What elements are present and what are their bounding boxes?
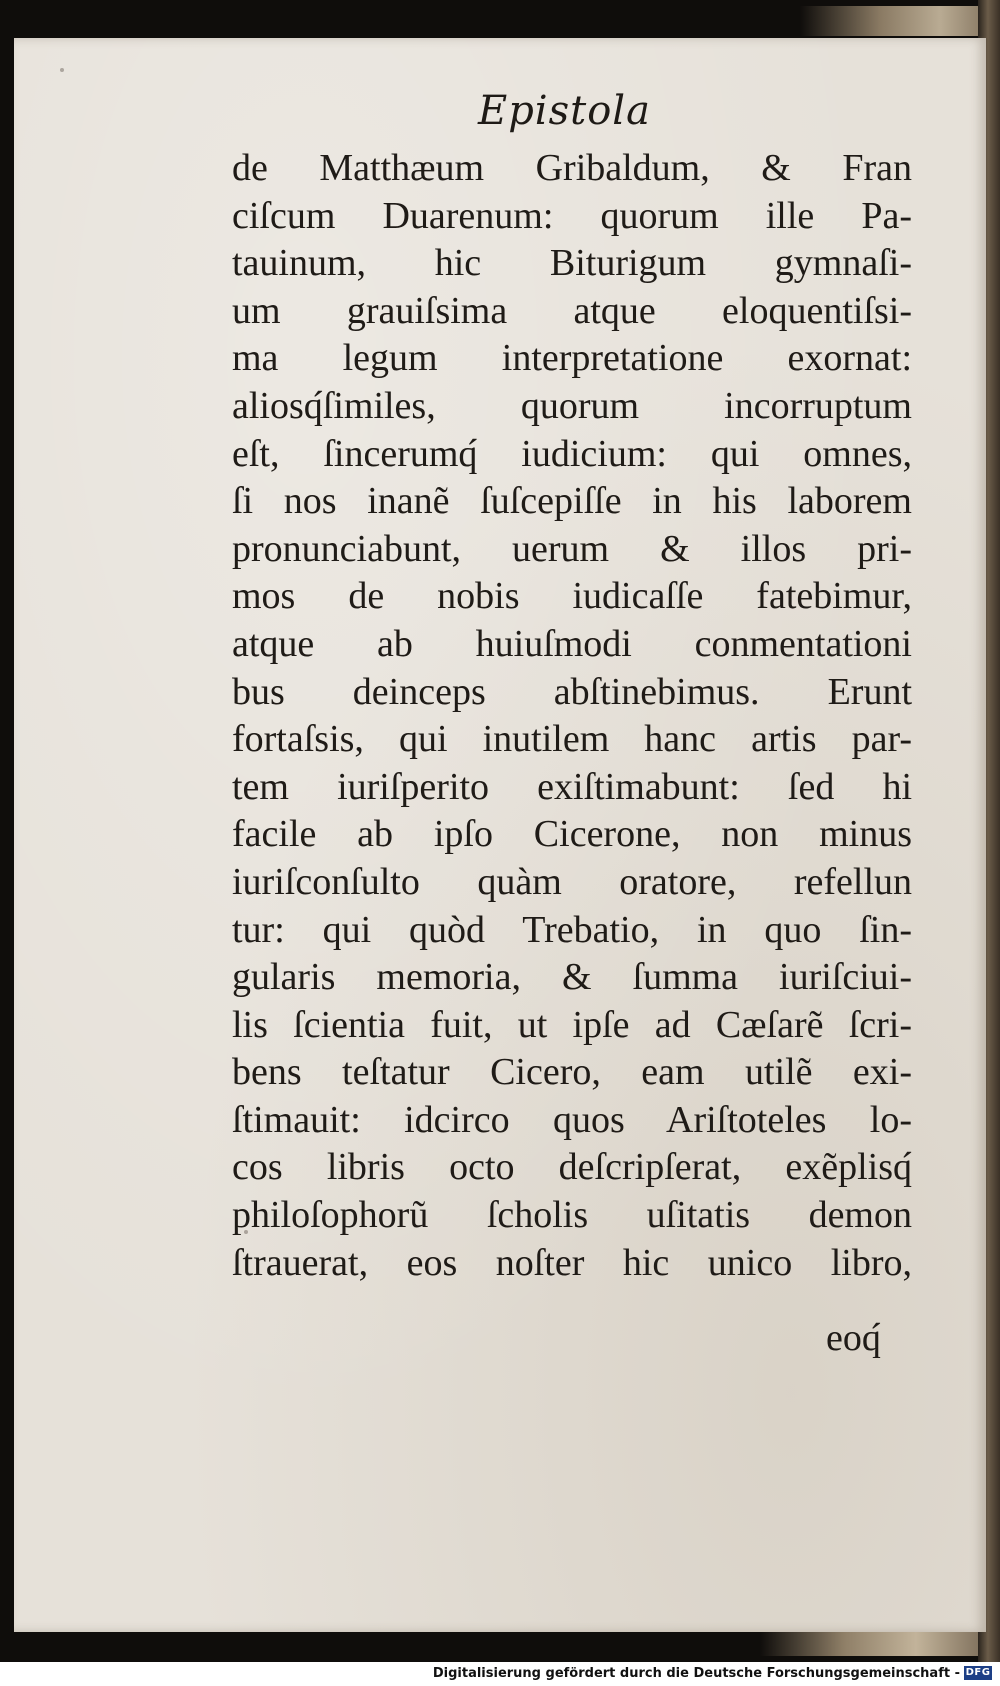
text-line: ſi nos inanẽ ſuſcepiſſe in his laborem bbox=[232, 480, 912, 523]
text-line: tur: qui quòd Trebatio, in quo ſin- bbox=[232, 908, 912, 951]
text-line: ſtimauit: idcirco quos Ariſtoteles lo- bbox=[232, 1098, 912, 1141]
text-line: bens teſtatur Cicero, eam utilẽ exi- bbox=[232, 1051, 912, 1094]
text-line: ma legum interpretatione exornat: bbox=[232, 337, 912, 380]
paper-speck bbox=[60, 68, 64, 72]
running-head: Epistola bbox=[478, 88, 651, 134]
text-line: cos libris octo deſcripſerat, exẽplisq́ bbox=[232, 1146, 912, 1189]
text-line: facile ab ipſo Cicerone, non minus bbox=[232, 813, 912, 856]
text-line: eſt, ſincerumq́ iudicium: qui omnes, bbox=[232, 432, 912, 475]
text-line: bus deinceps abſtinebimus. Erunt bbox=[232, 670, 912, 713]
text-line: tauinum, hic Biturigum gymnaſi- bbox=[232, 242, 912, 285]
funding-credit: Digitalisierung gefördert durch die Deutsche Forschungsgemeinschaft - bbox=[432, 1666, 960, 1681]
text-line: de Matthæum Gribaldum, & Fran bbox=[232, 147, 912, 189]
text-line: gularis memoria, & ſumma iuriſciui- bbox=[232, 956, 912, 999]
dfg-logo: DFG bbox=[965, 1667, 991, 1678]
book-top-edge bbox=[800, 6, 1000, 36]
text-line: um grauiſsima atque eloquentiſsi- bbox=[232, 289, 912, 332]
footer-bar bbox=[0, 1662, 1000, 1686]
text-line: pronunciabunt, uerum & illos pri- bbox=[232, 527, 912, 570]
text-line: ciſcum Duarenum: quorum ille Pa- bbox=[232, 194, 912, 237]
text-line: iuriſconſulto quàm oratore, refellun bbox=[232, 860, 912, 903]
text-line: aliosq́ſimiles, quorum incorruptum bbox=[232, 384, 912, 427]
text-line: atque ab huiuſmodi conmentationi bbox=[232, 622, 912, 665]
text-line: lis ſcientia fuit, ut ipſe ad Cæſarẽ ſcri- bbox=[232, 1003, 912, 1046]
text-line: ſtrauerat, eos noſter hic unico libro, bbox=[232, 1241, 912, 1284]
text-line: fortaſsis, qui inutilem hanc artis par- bbox=[232, 718, 912, 761]
catchword: eoq́ bbox=[826, 1317, 881, 1359]
text-line: philoſophorũ ſcholis uſitatis demon bbox=[232, 1194, 912, 1237]
text-line: mos de nobis iudicaſſe fatebimur, bbox=[232, 575, 912, 618]
page-text-block bbox=[232, 145, 912, 1287]
text-line: tem iuriſperito exiſtimabunt: ſed hi bbox=[232, 765, 912, 808]
